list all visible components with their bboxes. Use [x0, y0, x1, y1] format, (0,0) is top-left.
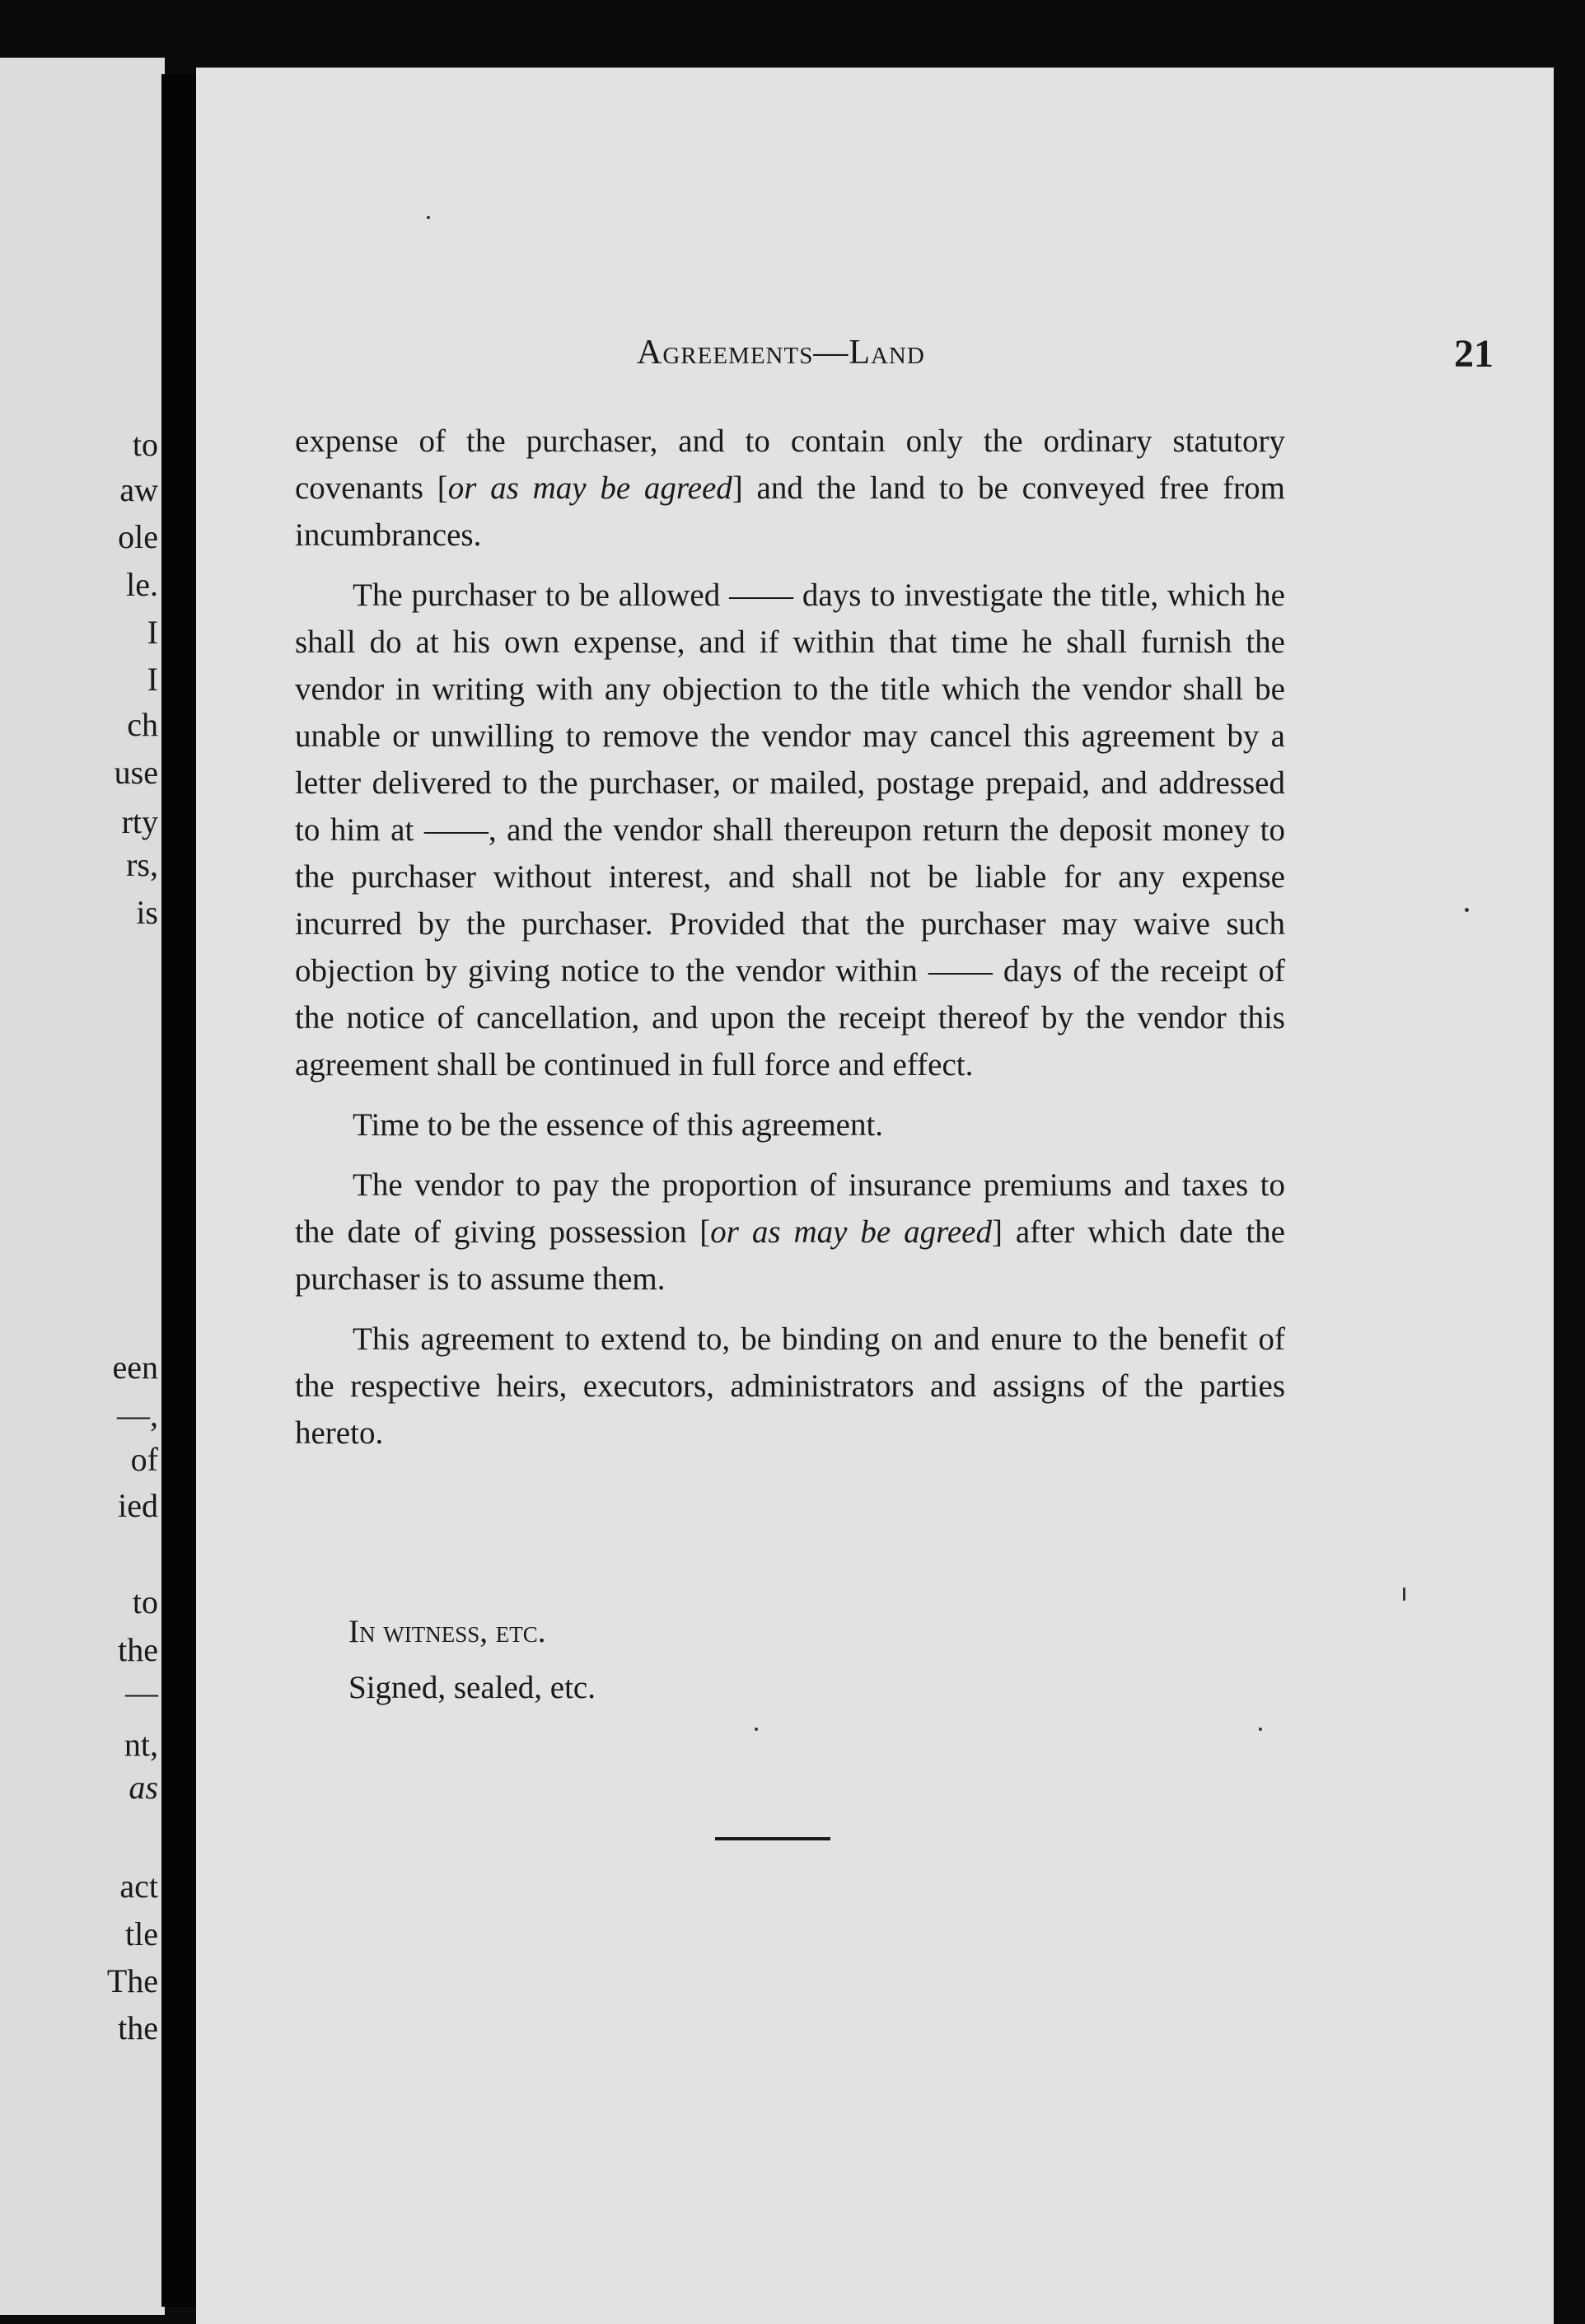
- facing-page-text-fragment: nt,: [124, 1726, 158, 1763]
- facing-page-text-fragment: aw: [119, 471, 158, 508]
- facing-page-text-fragment: rs,: [126, 846, 158, 883]
- agreement-body: [295, 418, 1285, 1470]
- facing-page-text-fragment: ied: [118, 1487, 158, 1524]
- running-head: [637, 333, 1494, 382]
- facing-page-text-fragment: ole: [118, 518, 158, 555]
- facing-page-text-fragment: use: [114, 754, 158, 791]
- signed-line: Signed, sealed, etc.: [348, 1670, 596, 1705]
- paper-speck: [1403, 1588, 1405, 1601]
- facing-page-text-fragment: of: [130, 1441, 158, 1478]
- book-page: [196, 68, 1554, 2324]
- paragraph-insurance-taxes: The vendor to pay the proportion of insurance premiums and taxes to the date of giving possession [or as may be agreed] after which date the purchaser is to assume them.: [295, 1167, 1285, 1297]
- facing-page-text-fragment: to: [132, 426, 158, 463]
- facing-page-fragment: [0, 58, 165, 2315]
- closing-block: [348, 1604, 596, 1716]
- paragraph-conveyance: expense of the purchaser, and to contain only the ordinary statutory covenants [or as may be agreed] and the land to be conveyed free from incumbrances.: [295, 423, 1285, 553]
- facing-page-text-fragment: rty: [121, 803, 158, 840]
- end-rule: [715, 1837, 830, 1840]
- facing-page-text-fragment: een: [112, 1349, 158, 1386]
- paper-speck: [1259, 1728, 1262, 1731]
- facing-page-text-fragment: —: [125, 1674, 158, 1711]
- paragraph-time-essence: Time to be the essence of this agreement.: [353, 1107, 884, 1143]
- running-head-title: Agreements—Land: [637, 334, 925, 372]
- facing-page-text-fragment: I: [147, 661, 158, 698]
- facing-page-text-fragment: to: [132, 1583, 158, 1620]
- facing-page-text-fragment: I: [147, 614, 158, 651]
- page-number: 21: [1454, 332, 1494, 376]
- facing-page-text-fragment: as: [129, 1769, 158, 1806]
- paragraph-binding-heirs: This agreement to extend to, be binding on and enure to the benefit of the respective heirs, executors, administrators and assigns of the parties hereto.: [295, 1321, 1285, 1451]
- paper-speck: [1465, 908, 1469, 912]
- witness-line: In witness, etc.: [348, 1614, 546, 1649]
- paper-speck: [755, 1728, 758, 1731]
- paper-speck: [427, 216, 430, 219]
- facing-page-text-fragment: the: [118, 1631, 158, 1668]
- facing-page-text-fragment: is: [136, 894, 158, 931]
- facing-page-text-fragment: le.: [126, 566, 158, 603]
- facing-page-text-fragment: act: [119, 1868, 158, 1905]
- facing-page-text-fragment: the: [118, 2009, 158, 2046]
- facing-page-text-fragment: —,: [117, 1396, 158, 1433]
- facing-page-text-fragment: The: [106, 1962, 158, 1999]
- facing-page-text-fragment: ch: [127, 706, 158, 743]
- facing-page-text-fragment: tle: [125, 1915, 158, 1952]
- paragraph-title-investigation: The purchaser to be allowed —— days to investigate the title, which he shall do at his own expense, and if within that time he shall furnish the vendor in writing with any objection to the title which the vendor shall be unable or unwilling to remove the vendor may cancel this agreement by a letter delivered to the purchaser, or mailed, postage prepaid, and addressed to him at ——, and the vendor shall thereupon return the deposit money to the purchaser without interest, and shall not be liable for any expense incurred by the purchaser. Provided that the purchaser may waive such objection by giving notice to the vendor within —— days of the receipt of the notice of cancellation, and upon the receipt thereof by the vendor this agreement shall be continued in full force and effect.: [295, 577, 1285, 1083]
